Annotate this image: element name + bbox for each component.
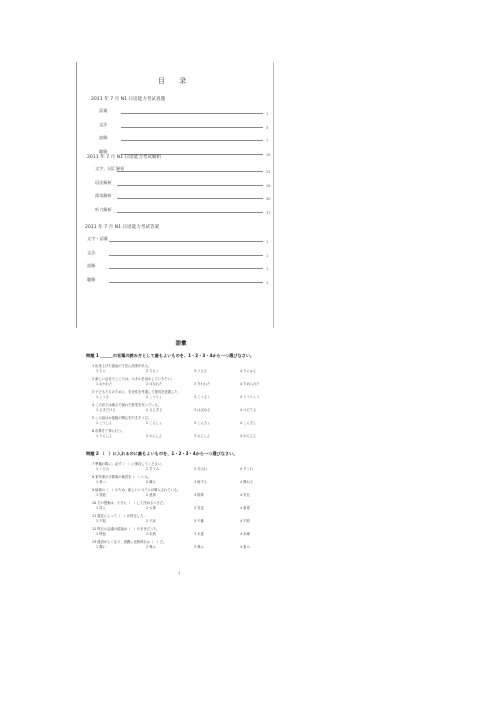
answer-option: 2 こんしょ	[146, 421, 163, 425]
answer-option: 4 とうりょう	[240, 395, 260, 399]
answer-option: 2 さえぎる	[146, 408, 163, 412]
answer-option: 4 ぺだてる	[240, 408, 257, 412]
toc-item-label: 読解	[99, 135, 108, 140]
answer-option: 3 極する	[194, 480, 208, 484]
answer-option: 1 りんしん	[96, 434, 113, 438]
toc-item-label: 聴解	[87, 276, 96, 282]
toc-leader-line	[109, 282, 263, 283]
answer-option: 3 弾み	[194, 545, 204, 549]
toc-leader-line	[117, 212, 263, 213]
answer-option: 4 かんじん	[240, 434, 257, 438]
answer-option: 4 こんぎょ	[240, 421, 257, 425]
question-text: 3 子どもたちのために、安全性を考慮して遊具を設置した。	[92, 390, 181, 394]
toc-item-page: 1	[266, 112, 269, 116]
toc-leader-line	[121, 140, 263, 141]
answer-option: 2 ぎうみ	[146, 467, 160, 471]
toc-item-label: 文法	[87, 249, 96, 255]
exam-page	[82, 333, 280, 599]
answer-option: 1 潤い	[96, 545, 106, 549]
answer-option: 1 こうさ	[96, 395, 110, 399]
toc-leader-line	[117, 171, 263, 172]
answer-option: 1 おかれた	[96, 382, 113, 386]
answer-option: 3 はばめる	[194, 408, 211, 412]
answer-option: 3 見送	[194, 506, 204, 510]
toc-item-page: 37	[266, 210, 271, 215]
toc-item-label: 聴解	[99, 148, 108, 154]
toc-leader-line	[117, 198, 263, 199]
answer-option: 3 きわれた	[194, 382, 211, 386]
question-text: 2 新しい会社でここでは、スキルを活かしていきたい。	[92, 377, 175, 381]
answer-option: 2 弾み	[146, 545, 156, 549]
toc-item-label: 听力解析	[95, 206, 112, 212]
answer-option: 1 煮つ	[96, 480, 106, 484]
question-text: 12 昨日の会議の結論は（ ）のままだった。	[92, 527, 160, 531]
toc-leader-line	[109, 255, 263, 256]
answer-option: 1 保留	[96, 532, 106, 536]
toc-section-heading: 2011 年 7 月 N1 日语能力考试答案	[85, 225, 160, 230]
answer-option: 3 未遂	[194, 532, 204, 536]
answer-option: 2 こうりょ	[146, 395, 163, 399]
toc-item-label: 語彙	[99, 108, 108, 113]
toc-leader-line	[117, 185, 263, 186]
answer-option: 4 不順	[240, 519, 250, 523]
answer-option: 2 かんしん	[146, 434, 163, 438]
toc-leader-line	[109, 241, 263, 242]
answer-option: 4 未練	[240, 532, 250, 536]
question-text: 5 この話はお客様の関心を引きそうだ。	[92, 416, 152, 420]
answer-option: 4 りにゅん	[240, 369, 257, 373]
toc-item-page: 19	[266, 152, 271, 157]
answer-option: 2 未納	[146, 532, 156, 536]
page-number: 1	[178, 571, 181, 575]
answer-option: 3 うええ	[194, 369, 208, 373]
toc-title: 目 录	[157, 77, 193, 85]
question-text: 6 計算を丁寧に行う。	[92, 429, 125, 433]
answer-option: 2 進捗	[146, 493, 156, 497]
answer-option: 4 興ねる	[240, 480, 254, 484]
question-text: 9 地域の（ ）のため、新しいシステムが導入されている。	[92, 488, 181, 492]
answer-option: 1 こうしん	[96, 421, 113, 425]
mondai-2-heading: 問題 2 （ ）に入れるのに最もよいものを、1・2・3・4から一つ選びなさい。	[86, 451, 238, 456]
answer-option: 2 大事	[146, 506, 156, 510]
toc-section-heading: 2011 年 7 月 N1 日语能力考试解析	[87, 155, 162, 160]
toc-item-page: 26	[266, 183, 271, 188]
toc-leader-line	[109, 268, 263, 269]
answer-option: 4 重み	[240, 545, 250, 549]
toc-leader-line	[121, 113, 263, 114]
answer-option: 2 不況	[146, 519, 156, 523]
answer-option: 4 実在	[240, 493, 250, 497]
answer-option: 2 はなれた	[146, 382, 163, 386]
toc-item-page: 22	[266, 170, 271, 174]
toc-item-page: 3	[266, 125, 269, 130]
answer-option: 4 重視	[240, 506, 250, 510]
toc-item-page: 1	[266, 240, 269, 244]
answer-option: 1 くろみ	[96, 467, 110, 471]
question-text: 8 来年度の予算案の検討を（ ）いる。	[92, 475, 152, 479]
answer-option: 3 推移	[194, 493, 204, 497]
question-text: 10 その提案は、十分に（ ）して決めるべきだ。	[92, 501, 167, 505]
answer-option: 1 ちゃ	[96, 369, 106, 373]
toc-section-heading: 2011 年 7 月 N1 日语能力考试真题	[91, 97, 166, 102]
answer-option: 1 発展	[96, 493, 106, 497]
answer-option: 2 練む	[146, 480, 156, 484]
toc-item-page: 7	[266, 139, 269, 143]
toc-item-page: 1	[266, 253, 269, 258]
toc-page	[76, 62, 274, 328]
answer-option: 4 すめられた	[240, 382, 260, 386]
question-text: 4 この店では地元で採れた野菜を売っている。	[92, 403, 162, 407]
answer-option: 1 見入	[96, 506, 106, 510]
toc-item-label: 読解	[87, 263, 96, 268]
toc-item-page: 30	[266, 197, 271, 201]
answer-option: 3 れんしん	[194, 434, 211, 438]
toc-item-label: 阅读解析	[95, 193, 112, 198]
answer-option: 3 こうさく	[194, 395, 211, 399]
answer-option: 3 ぎみれ	[194, 467, 208, 471]
answer-option: 3 こんきょ	[194, 421, 211, 425]
toc-item-page: 1	[266, 267, 269, 271]
question-text: 13 経済がよくなり、消費に比較的なお（ ）だ。	[92, 540, 167, 544]
toc-item-label: 文字・語彙	[87, 236, 108, 241]
answer-option: 1 さきだける	[96, 408, 116, 412]
toc-item-label: 文字、词汇解析	[95, 166, 125, 171]
answer-option: 1 不振	[96, 519, 106, 523]
toc-item-label: 语法解析	[95, 179, 112, 185]
toc-item-label: 文法	[99, 121, 108, 127]
answer-option: 4 ずくれ	[240, 467, 254, 471]
mondai-1-heading: 問題 1 ＿＿＿の言葉の読み方として最もよいものを、1・2・3・4から一つ選びなさい。	[86, 353, 255, 358]
exam-title: 語彙	[175, 341, 187, 347]
question-text: 11 震災によって（ ）が停止した。	[92, 514, 147, 518]
answer-option: 2 ちもく	[146, 369, 160, 373]
toc-leader-line	[121, 127, 263, 128]
toc-item-page: 1	[266, 280, 269, 285]
question-text: 7 準備の際に、必ず（ ）に保存してください。	[92, 462, 165, 466]
question-text: 1 出来上げた部品の寸法に誤差がある。	[92, 364, 152, 368]
answer-option: 3 不備	[194, 519, 204, 523]
